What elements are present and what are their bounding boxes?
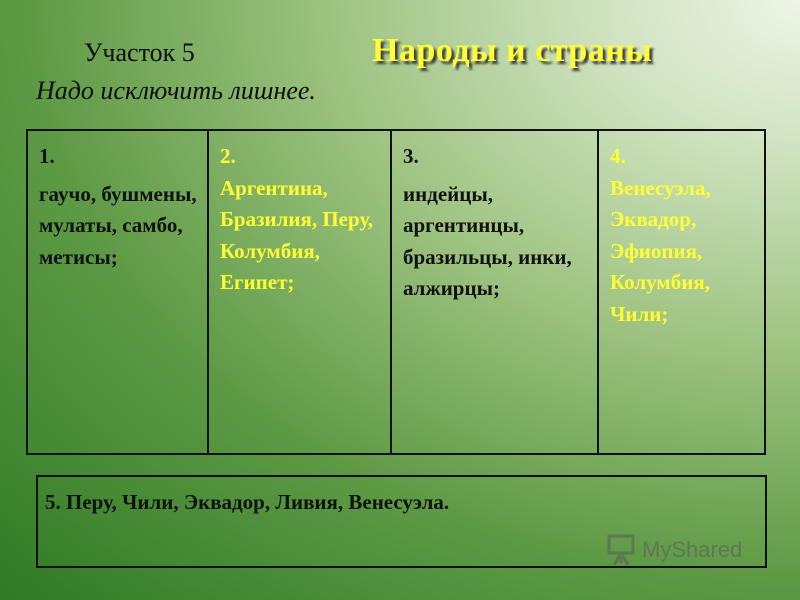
column-number: 1. bbox=[39, 144, 55, 168]
column-3 bbox=[392, 131, 599, 453]
column-4 bbox=[599, 131, 764, 453]
bottom-text: 5. Перу, Чили, Эквадор, Ливия, Венесуэла. bbox=[45, 490, 450, 514]
column-number: 2. bbox=[220, 144, 236, 168]
column-number: 3. bbox=[403, 144, 419, 168]
column-items: индейцы, аргентинцы, бразильцы, инки, алжирцы; bbox=[403, 181, 572, 300]
presentation-board-icon bbox=[606, 534, 636, 566]
column-number: 4. bbox=[610, 144, 626, 168]
column-2 bbox=[209, 131, 392, 453]
column-items: Аргентина, Бразилия, Перу, Колумбия, Египет; bbox=[220, 175, 374, 294]
watermark bbox=[606, 534, 742, 566]
answer-grid bbox=[26, 129, 766, 455]
column-1 bbox=[28, 131, 209, 453]
topic-title: Народы и страны bbox=[372, 32, 653, 69]
instruction-text: Надо исключить лишнее. bbox=[36, 76, 316, 105]
column-items: Венесуэла, Эквадор, Эфиопия, Колумбия, Чили; bbox=[610, 175, 711, 326]
column-items: гаучо, бушмены, мулаты, самбо, метисы; bbox=[39, 181, 197, 269]
watermark-text: MyShared bbox=[642, 537, 743, 562]
section-label: Участок 5 bbox=[84, 38, 195, 67]
